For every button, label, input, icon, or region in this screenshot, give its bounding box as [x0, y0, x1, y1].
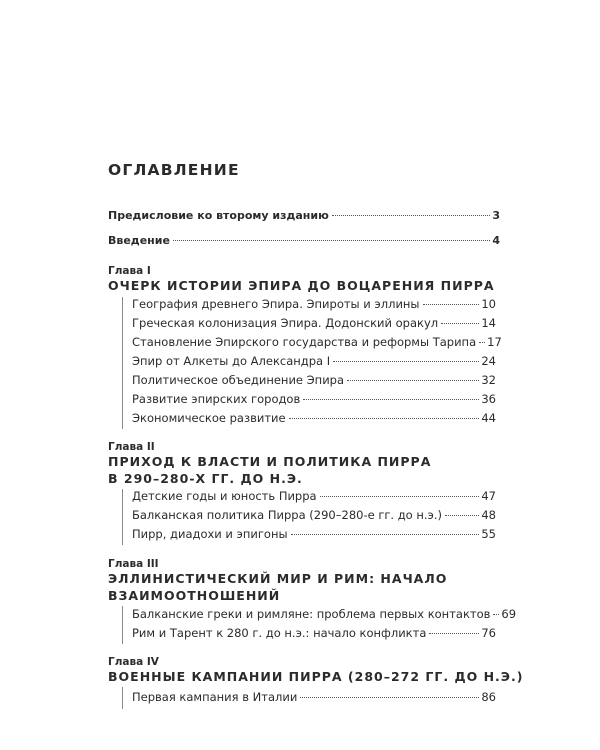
entry-title: Развитие эпирских городов: [132, 392, 301, 406]
entry-title: Предисловие ко второму изданию: [108, 209, 329, 222]
dot-leader: [291, 534, 480, 535]
toc-entry-section[interactable]: [132, 297, 496, 311]
chapter-title[interactable]: ЭЛЛИНИСТИЧЕСКИЙ МИР И РИМ: НАЧАЛО: [108, 571, 448, 586]
entry-page: 47: [481, 489, 496, 503]
entry-page: 76: [481, 626, 496, 640]
toc-entry-section[interactable]: [132, 411, 496, 425]
chapter-title-continued[interactable]: В 290–280-Х ГГ. ДО Н.Э.: [108, 471, 303, 486]
toc-entry-section[interactable]: [132, 527, 496, 541]
dot-leader: [441, 323, 479, 324]
entry-title: Греческая колонизация Эпира. Додонский оракул: [132, 316, 439, 330]
entry-title: Эпир от Алкеты до Александра I: [132, 354, 331, 368]
dot-leader: [333, 361, 479, 362]
dot-leader: [347, 380, 479, 381]
dot-leader: [479, 342, 485, 343]
chapter-label: Глава I: [108, 265, 151, 277]
entry-title: Балканские греки и римляне: проблема первых контактов: [132, 607, 491, 621]
toc-entry-section[interactable]: [132, 489, 496, 503]
dot-leader: [423, 304, 480, 305]
chapter-title-continued[interactable]: ВЗАИМООТНОШЕНИЙ: [108, 588, 281, 603]
entry-page: 55: [481, 527, 496, 541]
toc-entry-section[interactable]: [132, 392, 496, 406]
chapter-label: Глава III: [108, 558, 159, 570]
dot-leader: [332, 215, 491, 216]
toc-entry-section[interactable]: [132, 373, 496, 387]
chapter-vertical-rule: [122, 297, 123, 429]
toc-entry-section[interactable]: [132, 690, 496, 704]
chapter-label: Глава IV: [108, 656, 159, 668]
entry-page: 3: [492, 209, 500, 222]
entry-page: 32: [481, 373, 496, 387]
dot-leader: [493, 614, 499, 615]
toc-entry-section[interactable]: [132, 335, 502, 349]
entry-title: Становление Эпирского государства и реформы Тарипа: [132, 335, 477, 349]
toc-entry-section[interactable]: [132, 607, 517, 621]
entry-page: 10: [481, 297, 496, 311]
chapter-vertical-rule: [122, 606, 123, 644]
dot-leader: [303, 399, 479, 400]
entry-page: 24: [481, 354, 496, 368]
entry-page: 17: [487, 335, 502, 349]
entry-title: География древнего Эпира. Эпироты и эллины: [132, 297, 420, 311]
dot-leader: [300, 697, 479, 698]
entry-title: Политическое объединение Эпира: [132, 373, 345, 387]
dot-leader: [289, 418, 480, 419]
entry-title: Рим и Тарент к 280 г. до н.э.: начало конфликта: [132, 626, 427, 640]
toc-entry-section[interactable]: [132, 354, 496, 368]
entry-page: 36: [481, 392, 496, 406]
dot-leader: [429, 633, 479, 634]
entry-page: 48: [481, 508, 496, 522]
dot-leader: [445, 515, 479, 516]
toc-heading: ОГЛАВЛЕНИЕ: [108, 161, 240, 179]
dot-leader: [320, 496, 480, 497]
chapter-title[interactable]: ВОЕННЫЕ КАМПАНИИ ПИРРА (280–272 ГГ. ДО Н.Э.): [108, 669, 524, 684]
entry-page: 86: [481, 690, 496, 704]
entry-title: Балканская политика Пирра (290–280-е гг. до н.э.): [132, 508, 442, 522]
entry-title: Пирр, диадохи и эпигоны: [132, 527, 288, 541]
entry-title: Детские годы и юность Пирра: [132, 489, 317, 503]
chapter-vertical-rule: [122, 489, 123, 545]
chapter-vertical-rule: [122, 687, 123, 709]
toc-entry-introduction[interactable]: [108, 234, 500, 248]
toc-entry-preface[interactable]: [108, 209, 500, 223]
chapter-label: Глава II: [108, 441, 155, 453]
entry-title: Первая кампания в Италии: [132, 690, 298, 704]
toc-entry-section[interactable]: [132, 508, 496, 522]
entry-page: 69: [501, 607, 517, 621]
chapter-title[interactable]: ОЧЕРК ИСТОРИИ ЭПИРА ДО ВОЦАРЕНИЯ ПИРРА: [108, 278, 495, 293]
toc-entry-section[interactable]: [132, 626, 496, 640]
entry-title: Введение: [108, 234, 170, 247]
entry-title: Экономическое развитие: [132, 411, 286, 425]
entry-page: 44: [481, 411, 496, 425]
entry-page: 14: [481, 316, 496, 330]
entry-page: 4: [492, 234, 500, 247]
dot-leader: [173, 240, 490, 241]
chapter-title[interactable]: ПРИХОД К ВЛАСТИ И ПОЛИТИКА ПИРРА: [108, 454, 432, 469]
toc-entry-section[interactable]: [132, 316, 496, 330]
